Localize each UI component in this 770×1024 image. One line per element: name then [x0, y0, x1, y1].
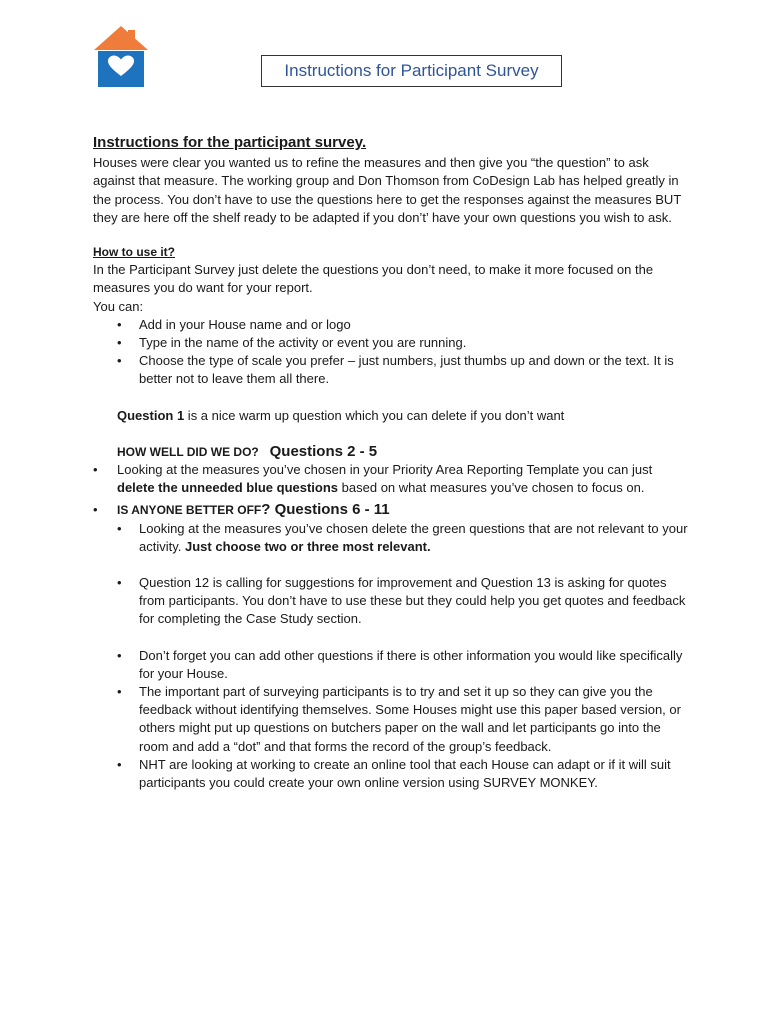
how-to-paragraph: In the Participant Survey just delete the questions you don’t need, to make it more focused on the measures you do want for your report.: [93, 262, 654, 296]
document-title: Instructions for Participant Survey: [284, 61, 539, 80]
spacer: [115, 556, 693, 574]
how-to-heading: How to use it?: [93, 245, 175, 260]
document-title-box: [261, 55, 562, 87]
list-item: • The important part of surveying participants is to try and set it up so they can give you the feedback without identifying themselves. Some Houses might use this paper based version, or others might put up questions on butchers paper on the wall and let participants go into the room and add a “dot” and that forms the record of the group’s feedback.: [115, 683, 693, 756]
outer-item1-post: based on what measures you’ve chosen to focus on.: [338, 480, 645, 496]
outer-item1-bold: delete the unneeded blue questions: [117, 480, 339, 496]
spacer: [115, 629, 693, 647]
how-well-questions: Questions 2 - 5: [269, 442, 378, 460]
better-off-caps: IS ANYONE BETTER OFF: [117, 503, 262, 518]
list-item: [93, 461, 693, 497]
house-heart-logo: [92, 24, 150, 90]
list-item: • Question 12 is calling for suggestions for improvement and Question 13 is asking for quotes from participants. You don’t have to use these but they could help you get quotes and feedback for completing the Case Study section.: [115, 574, 693, 629]
you-can-list: [93, 316, 693, 389]
list-item: • Don’t forget you can add other questions if there is other information you would like specifically for your House.: [115, 647, 693, 683]
document-body: [93, 134, 693, 792]
list-item: • Type in the name of the activity or event you are running.: [93, 334, 693, 352]
you-can-label: You can:: [93, 298, 144, 314]
question1-text: is a nice warm up question which you can delete if you don’t want: [184, 407, 565, 423]
better-off-questions: ? Questions 6 - 11: [261, 501, 390, 519]
how-well-heading: [93, 443, 693, 461]
sub-item1-text: Looking at the measures you’ve chosen delete the green questions that are not relevant to your activity.: [139, 520, 688, 554]
sub-item1-bold: Just choose two or three most relevant.: [185, 538, 431, 554]
list-item: [115, 520, 693, 556]
outer-item1-text: Looking at the measures you’ve chosen in your Priority Area Reporting Template you can just: [117, 462, 653, 478]
list-item: • Choose the type of scale you prefer – just numbers, just thumbs up and down or the text. It is better not to leave them all there.: [93, 352, 693, 388]
list-item: • NHT are looking at working to create an online tool that each House can adapt or if it will suit participants you could create your own online version using SURVEY MONKEY.: [115, 756, 693, 792]
list-item: [93, 501, 693, 519]
intro-heading: Instructions for the participant survey.: [93, 134, 367, 151]
how-well-caps: HOW WELL DID WE DO?: [117, 444, 259, 459]
question1-paragraph: [93, 407, 693, 425]
sub-list: [115, 520, 693, 793]
outer-list: [93, 461, 693, 520]
list-item: • Add in your House name and or logo: [93, 316, 693, 334]
intro-paragraph: Houses were clear you wanted us to refine the measures and then give you “the question” to ask against that measure. The working group and Don Thomson from CoDesign Lab has helped greatly in the process. You don’t have to use the questions here to get the responses against the measures BUT they are here off the shelf ready to be adapted if you don’t’ have your own questions you wish to ask.: [93, 155, 682, 225]
question1-label: Question 1: [117, 407, 185, 423]
